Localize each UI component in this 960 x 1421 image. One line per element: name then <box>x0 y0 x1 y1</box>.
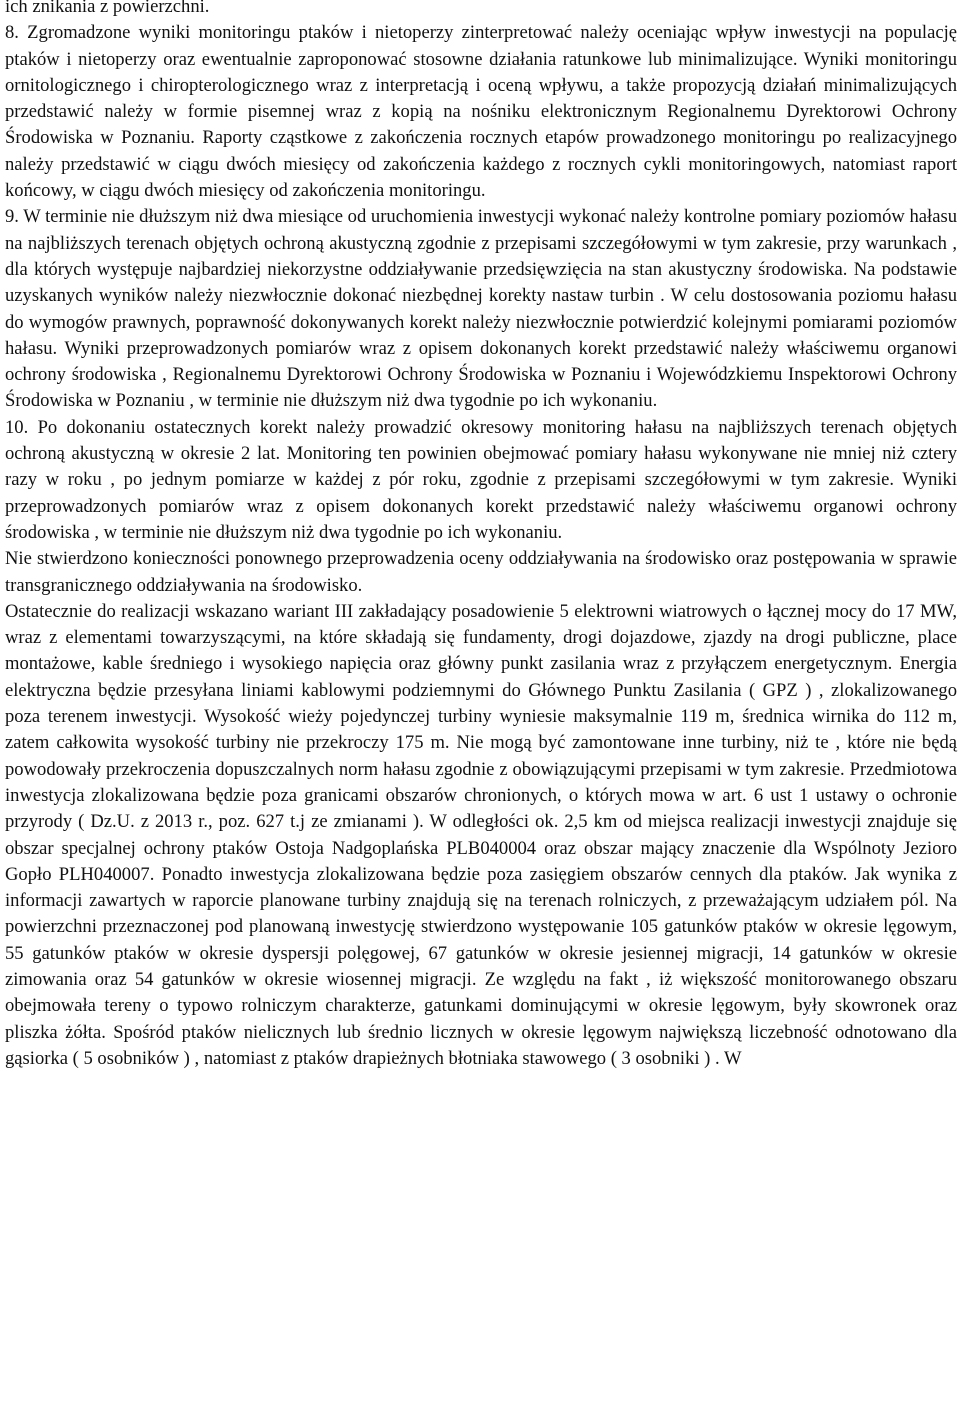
paragraph-item-9: 9. W terminie nie dłuższym niż dwa miesiące od uruchomienia inwestycji wykonać należy kontrolne pomiary poziomów hałasu na najbliższych terenach objętych ochroną akustyczną zgodnie z przepisami szczegółowymi w tym zakresie, przy warunkach , dla których występuje najbardziej niekorzystne oddziaływanie przedsięwzięcia na stan akustyczny środowiska. Na podstawie uzyskanych wyników należy niezwłocznie dokonać niezbędnej korekty nastaw turbin . W celu dostosowania poziomu hałasu do wymogów prawnych, poprawność dokonywanych korekt należy niezwłocznie potwierdzić kolejnymi pomiarami poziomów hałasu. Wyniki przeprowadzonych pomiarów wraz z opisem dokonanych korekt przedstawić należy właściwemu organowi ochrony środowiska , Regionalnemu Dyrektorowi Ochrony Środowiska w Poznaniu i Wojewódzkiemu Inspektorowi Ochrony Środowiska w Poznaniu , w terminie nie dłuższym niż dwa tygodnie po ich wykonaniu. <box>5 206 957 412</box>
paragraph-no-reassessment: Nie stwierdzono konieczności ponownego przeprowadzenia oceny oddziaływania na środowisko oraz postępowania w sprawie transgranicznego oddziaływania na środowisko. <box>5 548 957 596</box>
paragraph-item-10: 10. Po dokonaniu ostatecznych korekt należy prowadzić okresowy monitoring hałasu na najbliższych terenach objętych ochroną akustyczną w okresie 2 lat. Monitoring ten powinien obejmować pomiary hałasu wykonywane nie mniej niż cztery razy w roku , po jednym pomiarze w każdej z pór roku, zgodnie z przepisami szczegółowymi w tym zakresie. Wyniki przeprowadzonych pomiarów wraz z opisem dokonanych korekt przedstawić należy właściwemu organowi ochrony środowiska , w terminie nie dłuższym niż dwa tygodnie po ich wykonaniu. <box>5 416 957 543</box>
paragraph-item-8: 8. Zgromadzone wyniki monitoringu ptaków i nietoperzy zinterpretować należy oceniając wpływ inwestycji na populację ptaków i nietoperzy oraz ewentualnie zaproponować stosowne działania ratunkowe lub minimalizujące. Wyniki monitoringu ornitologicznego i chiropterologicznego wraz z interpretacją i oceną wpływu, a także propozycją działań minimalizujących przedstawić należy w formie pisemnej wraz z kopią na nośniku elektronicznym Regionalnemu Dyrektorowi Ochrony Środowiska w Poznaniu. Raporty cząstkowe z zakończenia rocznych etapów prowadzonego monitoringu po realizacyjnego należy przedstawić w ciągu dwóch miesięcy od zakończenia każdego z rocznych cykli monitoringowych, natomiast raport końcowy, w ciągu dwóch miesięcy od zakończenia monitoringu. <box>5 22 957 202</box>
paragraph-variant-iii: Ostatecznie do realizacji wskazano wariant III zakładający posadowienie 5 elektrowni wiatrowych o łącznej mocy do 17 MW, wraz z elementami towarzyszącymi, na które składają się fundamenty, drogi dojazdowe, zjazdy na drogi publiczne, place montażowe, kable średniego i wysokiego napięcia oraz główny punkt zasilania wraz z przyłączem energetycznym. Energia elektryczna będzie przesyłana liniami kablowymi podziemnymi do Głównego Punktu Zasilania ( GPZ ) , zlokalizowanego poza terenem inwestycji. Wysokość wieży pojedynczej turbiny wyniesie maksymalnie 119 m, średnica wirnika do 112 m, zatem całkowita wysokość turbiny nie przekroczy 175 m. Nie mogą być zamontowane inne turbiny, niż te , które nie będą powodowały przekroczenia dopuszczalnych norm hałasu zgodnie z obowiązującymi przepisami w tym zakresie. Przedmiotowa inwestycja zlokalizowana będzie poza granicami obszarów chronionych, o których mowa w art. 6 ust 1 ustawy o ochronie przyrody ( Dz.U. z 2013 r., poz. 627 t.j ze zmianami ). W odległości ok. 2,5 km od miejsca realizacji inwestycji znajduje się obszar specjalnej ochrony ptaków Ostoja Nadgoplańska PLB040004 oraz obszar mający znaczenie dla Wspólnoty Jezioro Gopło PLH040007. Ponadto inwestycja zlokalizowana będzie poza zasięgiem obszarów cennych dla ptaków. Jak wynika z informacji zawartych w raporcie planowane turbiny znajdują się na terenach rolniczych, z przeważającym udziałem pól. Na powierzchni przeznaczonej pod planowaną inwestycję stwierdzono występowanie 105 gatunków ptaków w okresie lęgowym, 55 gatunków ptaków w okresie dyspersji polęgowej, 67 gatunków w okresie jesiennej migracji, 14 gatunków w okresie zimowania oraz 54 gatunków w okresie wiosennej migracji. Ze względu na fakt , iż większość monitorowanego obszaru obejmowała tereny o typowo rolniczym charakterze, gatunkami dominującymi w okresie lęgowym, były skowronek oraz pliszka żółta. Spośród ptaków nielicznych lub średnio licznych w okresie lęgowym największą liczebność odnotowano dla gąsiorka ( 5 osobników ) , natomiast z ptaków drapieżnych błotniaka stawowego ( 3 osobniki ) . W <box>5 600 957 1069</box>
paragraph-continuation: ich znikania z powierzchni. <box>5 0 210 17</box>
document-page <box>5 0 957 1072</box>
